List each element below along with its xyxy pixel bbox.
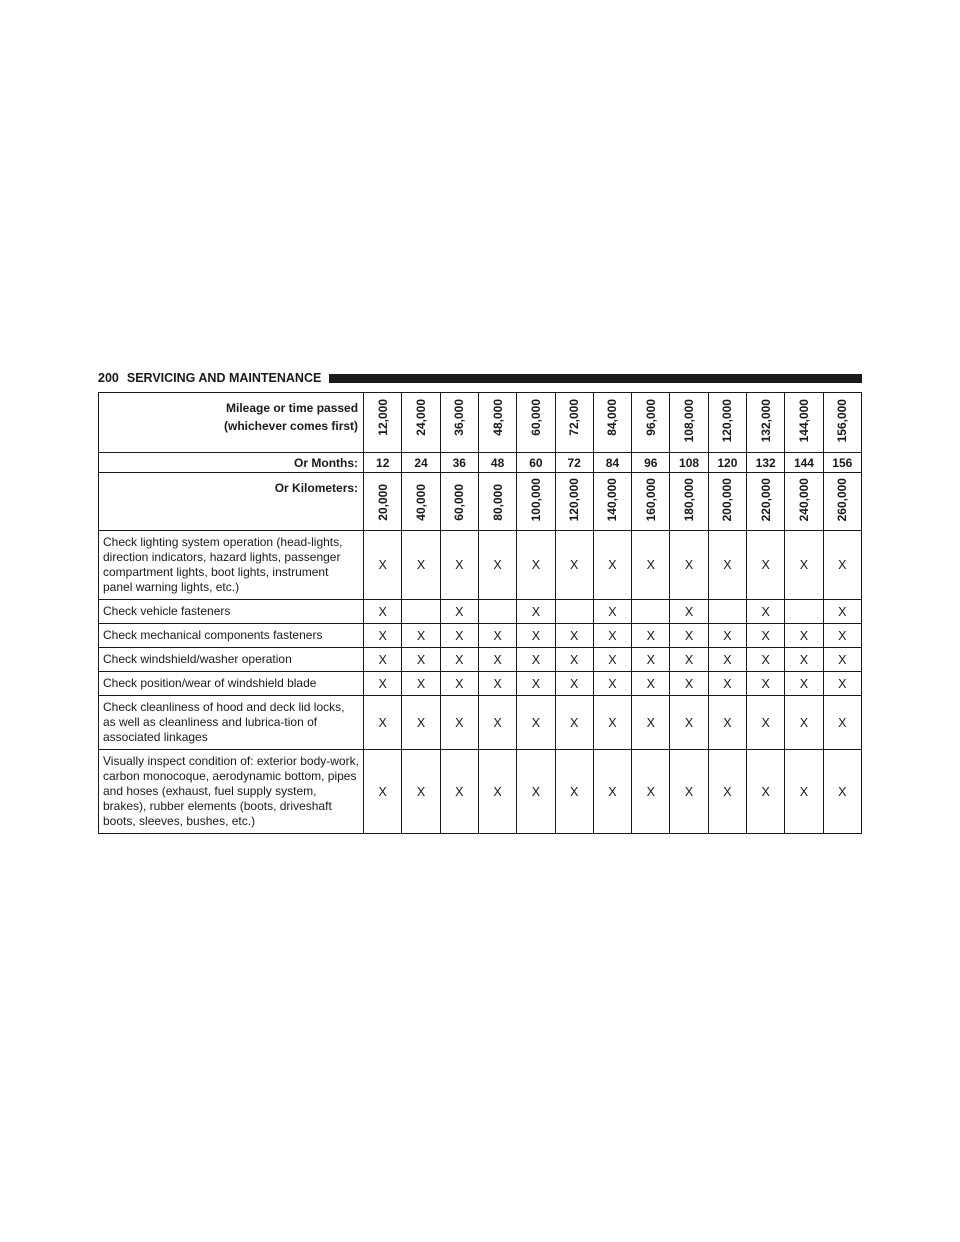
kilometers-value: 20,000 <box>375 484 390 521</box>
kilometers-cell <box>555 473 593 531</box>
interval-mark: X <box>555 696 593 750</box>
interval-mark: X <box>708 750 746 834</box>
interval-mark: X <box>670 600 708 624</box>
months-label: Or Months: <box>99 453 364 473</box>
interval-mark: X <box>823 696 861 750</box>
interval-mark: X <box>823 750 861 834</box>
interval-mark: X <box>632 696 670 750</box>
interval-mark <box>402 600 440 624</box>
interval-mark: X <box>708 672 746 696</box>
interval-mark: X <box>670 750 708 834</box>
table-row <box>99 750 862 834</box>
months-value: 108 <box>670 453 708 473</box>
interval-mark: X <box>478 531 516 600</box>
interval-mark: X <box>478 696 516 750</box>
interval-mark: X <box>747 531 785 600</box>
mileage-value: 144,000 <box>796 399 811 443</box>
interval-mark <box>632 600 670 624</box>
interval-mark: X <box>785 696 823 750</box>
item-description: Check windshield/washer operation <box>99 648 364 672</box>
interval-mark: X <box>593 750 631 834</box>
item-description: Check cleanliness of hood and deck lid locks, as well as cleanliness and lubrica-tion of associated linkages <box>99 696 364 750</box>
kilometers-value: 160,000 <box>643 477 658 521</box>
item-description: Check lighting system operation (head-lights, direction indicators, hazard lights, passenger compartment lights, boot lights, instrument panel warning lights, etc.) <box>99 531 364 600</box>
mileage-cell <box>517 393 555 453</box>
mileage-row <box>99 393 862 453</box>
mileage-cell <box>823 393 861 453</box>
interval-mark: X <box>364 531 402 600</box>
interval-mark: X <box>440 531 478 600</box>
interval-mark: X <box>823 531 861 600</box>
table-row <box>99 672 862 696</box>
mileage-value: 36,000 <box>452 399 467 436</box>
mileage-cell <box>364 393 402 453</box>
interval-mark: X <box>670 648 708 672</box>
interval-mark: X <box>517 600 555 624</box>
interval-mark: X <box>440 696 478 750</box>
interval-mark: X <box>593 624 631 648</box>
interval-mark: X <box>747 750 785 834</box>
months-value: 144 <box>785 453 823 473</box>
interval-mark: X <box>364 750 402 834</box>
months-value: 156 <box>823 453 861 473</box>
kilometers-value: 200,000 <box>720 477 735 521</box>
interval-mark: X <box>632 750 670 834</box>
page-number: 200 <box>98 371 119 385</box>
kilometers-value: 120,000 <box>567 477 582 521</box>
interval-mark: X <box>632 624 670 648</box>
interval-mark: X <box>708 648 746 672</box>
interval-mark: X <box>478 750 516 834</box>
interval-mark: X <box>632 531 670 600</box>
interval-mark: X <box>593 600 631 624</box>
interval-mark: X <box>555 672 593 696</box>
kilometers-label <box>99 473 364 531</box>
interval-mark: X <box>823 624 861 648</box>
interval-mark: X <box>555 750 593 834</box>
mileage-value: 60,000 <box>528 399 543 436</box>
kilometers-cell <box>670 473 708 531</box>
interval-mark: X <box>708 531 746 600</box>
mileage-cell <box>478 393 516 453</box>
mileage-value: 132,000 <box>758 399 773 443</box>
mileage-label-line1: Mileage or time passed <box>226 401 359 415</box>
page-header <box>98 370 862 386</box>
interval-mark: X <box>402 531 440 600</box>
kilometers-cell <box>632 473 670 531</box>
kilometers-value: 180,000 <box>682 477 697 521</box>
mileage-value: 72,000 <box>567 399 582 436</box>
interval-mark: X <box>402 696 440 750</box>
interval-mark: X <box>440 624 478 648</box>
months-value: 36 <box>440 453 478 473</box>
kilometers-cell <box>402 473 440 531</box>
months-row <box>99 453 862 473</box>
table-row <box>99 600 862 624</box>
mileage-cell <box>670 393 708 453</box>
interval-mark: X <box>632 648 670 672</box>
mileage-value: 96,000 <box>643 399 658 436</box>
kilometers-value: 220,000 <box>758 477 773 521</box>
kilometers-cell <box>440 473 478 531</box>
kilometers-cell <box>785 473 823 531</box>
interval-mark: X <box>670 531 708 600</box>
interval-mark: X <box>364 696 402 750</box>
months-value: 24 <box>402 453 440 473</box>
interval-mark: X <box>785 648 823 672</box>
mileage-value: 48,000 <box>490 399 505 436</box>
interval-mark: X <box>785 624 823 648</box>
interval-mark: X <box>364 600 402 624</box>
kilometers-row <box>99 473 862 531</box>
interval-mark: X <box>517 750 555 834</box>
mileage-cell <box>555 393 593 453</box>
interval-mark: X <box>555 624 593 648</box>
kilometers-value: 140,000 <box>605 477 620 521</box>
kilometers-cell <box>517 473 555 531</box>
mileage-cell <box>593 393 631 453</box>
interval-mark: X <box>593 531 631 600</box>
mileage-cell <box>708 393 746 453</box>
mileage-label <box>99 393 364 453</box>
interval-mark: X <box>670 672 708 696</box>
interval-mark: X <box>823 600 861 624</box>
interval-mark: X <box>823 672 861 696</box>
kilometers-cell <box>593 473 631 531</box>
table-row <box>99 624 862 648</box>
mileage-cell <box>402 393 440 453</box>
interval-mark <box>708 600 746 624</box>
maintenance-schedule-table <box>98 392 862 834</box>
interval-mark: X <box>402 672 440 696</box>
interval-mark: X <box>593 648 631 672</box>
table-row <box>99 531 862 600</box>
mileage-cell <box>632 393 670 453</box>
kilometers-value: 60,000 <box>452 484 467 521</box>
months-value: 72 <box>555 453 593 473</box>
mileage-value: 12,000 <box>375 399 390 436</box>
interval-mark: X <box>823 648 861 672</box>
mileage-cell <box>785 393 823 453</box>
mileage-value: 84,000 <box>605 399 620 436</box>
interval-mark: X <box>517 672 555 696</box>
kilometers-value: 40,000 <box>413 484 428 521</box>
interval-mark: X <box>478 672 516 696</box>
interval-mark: X <box>440 672 478 696</box>
interval-mark: X <box>593 672 631 696</box>
mileage-cell <box>440 393 478 453</box>
months-value: 120 <box>708 453 746 473</box>
item-description: Check vehicle fasteners <box>99 600 364 624</box>
interval-mark: X <box>670 624 708 648</box>
interval-mark: X <box>440 600 478 624</box>
mileage-value: 108,000 <box>682 399 697 443</box>
interval-mark: X <box>402 624 440 648</box>
interval-mark: X <box>478 624 516 648</box>
table-row <box>99 696 862 750</box>
interval-mark: X <box>364 672 402 696</box>
mileage-value: 120,000 <box>720 399 735 443</box>
interval-mark: X <box>593 696 631 750</box>
item-description: Visually inspect condition of: exterior body-work, carbon monocoque, aerodynamic bottom, pipes and hoses (exhaust, fuel supply system, brakes), rubber elements (boots, driveshaft boots, sleeves, bushes, etc.) <box>99 750 364 834</box>
interval-mark: X <box>555 648 593 672</box>
header-rule <box>329 374 862 383</box>
interval-mark: X <box>708 624 746 648</box>
kilometers-value: 100,000 <box>528 477 543 521</box>
interval-mark: X <box>555 531 593 600</box>
interval-mark: X <box>402 750 440 834</box>
kilometers-cell <box>747 473 785 531</box>
item-description: Check position/wear of windshield blade <box>99 672 364 696</box>
table-row <box>99 648 862 672</box>
kilometers-cell <box>364 473 402 531</box>
interval-mark: X <box>670 696 708 750</box>
kilometers-value: 80,000 <box>490 484 505 521</box>
interval-mark: X <box>708 696 746 750</box>
section-title: SERVICING AND MAINTENANCE <box>126 371 322 385</box>
interval-mark: X <box>517 531 555 600</box>
interval-mark: X <box>517 624 555 648</box>
interval-mark: X <box>747 624 785 648</box>
interval-mark: X <box>440 750 478 834</box>
kilometers-value: 260,000 <box>835 477 850 521</box>
kilometers-label-text: Or Kilometers: <box>274 481 359 495</box>
interval-mark: X <box>632 672 670 696</box>
interval-mark <box>785 600 823 624</box>
kilometers-value: 240,000 <box>796 477 811 521</box>
interval-mark <box>478 600 516 624</box>
interval-mark: X <box>364 648 402 672</box>
interval-mark: X <box>747 696 785 750</box>
interval-mark: X <box>478 648 516 672</box>
item-description: Check mechanical components fasteners <box>99 624 364 648</box>
mileage-value: 24,000 <box>413 399 428 436</box>
mileage-cell <box>747 393 785 453</box>
interval-mark: X <box>747 648 785 672</box>
interval-mark: X <box>747 672 785 696</box>
months-value: 132 <box>747 453 785 473</box>
interval-mark: X <box>517 696 555 750</box>
kilometers-cell <box>708 473 746 531</box>
interval-mark: X <box>364 624 402 648</box>
months-value: 60 <box>517 453 555 473</box>
interval-mark: X <box>785 750 823 834</box>
mileage-label-line2: (whichever comes first) <box>224 419 359 433</box>
interval-mark: X <box>517 648 555 672</box>
interval-mark <box>555 600 593 624</box>
months-value: 84 <box>593 453 631 473</box>
interval-mark: X <box>440 648 478 672</box>
interval-mark: X <box>785 531 823 600</box>
kilometers-cell <box>478 473 516 531</box>
months-value: 48 <box>478 453 516 473</box>
kilometers-cell <box>823 473 861 531</box>
months-value: 96 <box>632 453 670 473</box>
interval-mark: X <box>785 672 823 696</box>
months-value: 12 <box>364 453 402 473</box>
mileage-value: 156,000 <box>835 399 850 443</box>
interval-mark: X <box>402 648 440 672</box>
interval-mark: X <box>747 600 785 624</box>
